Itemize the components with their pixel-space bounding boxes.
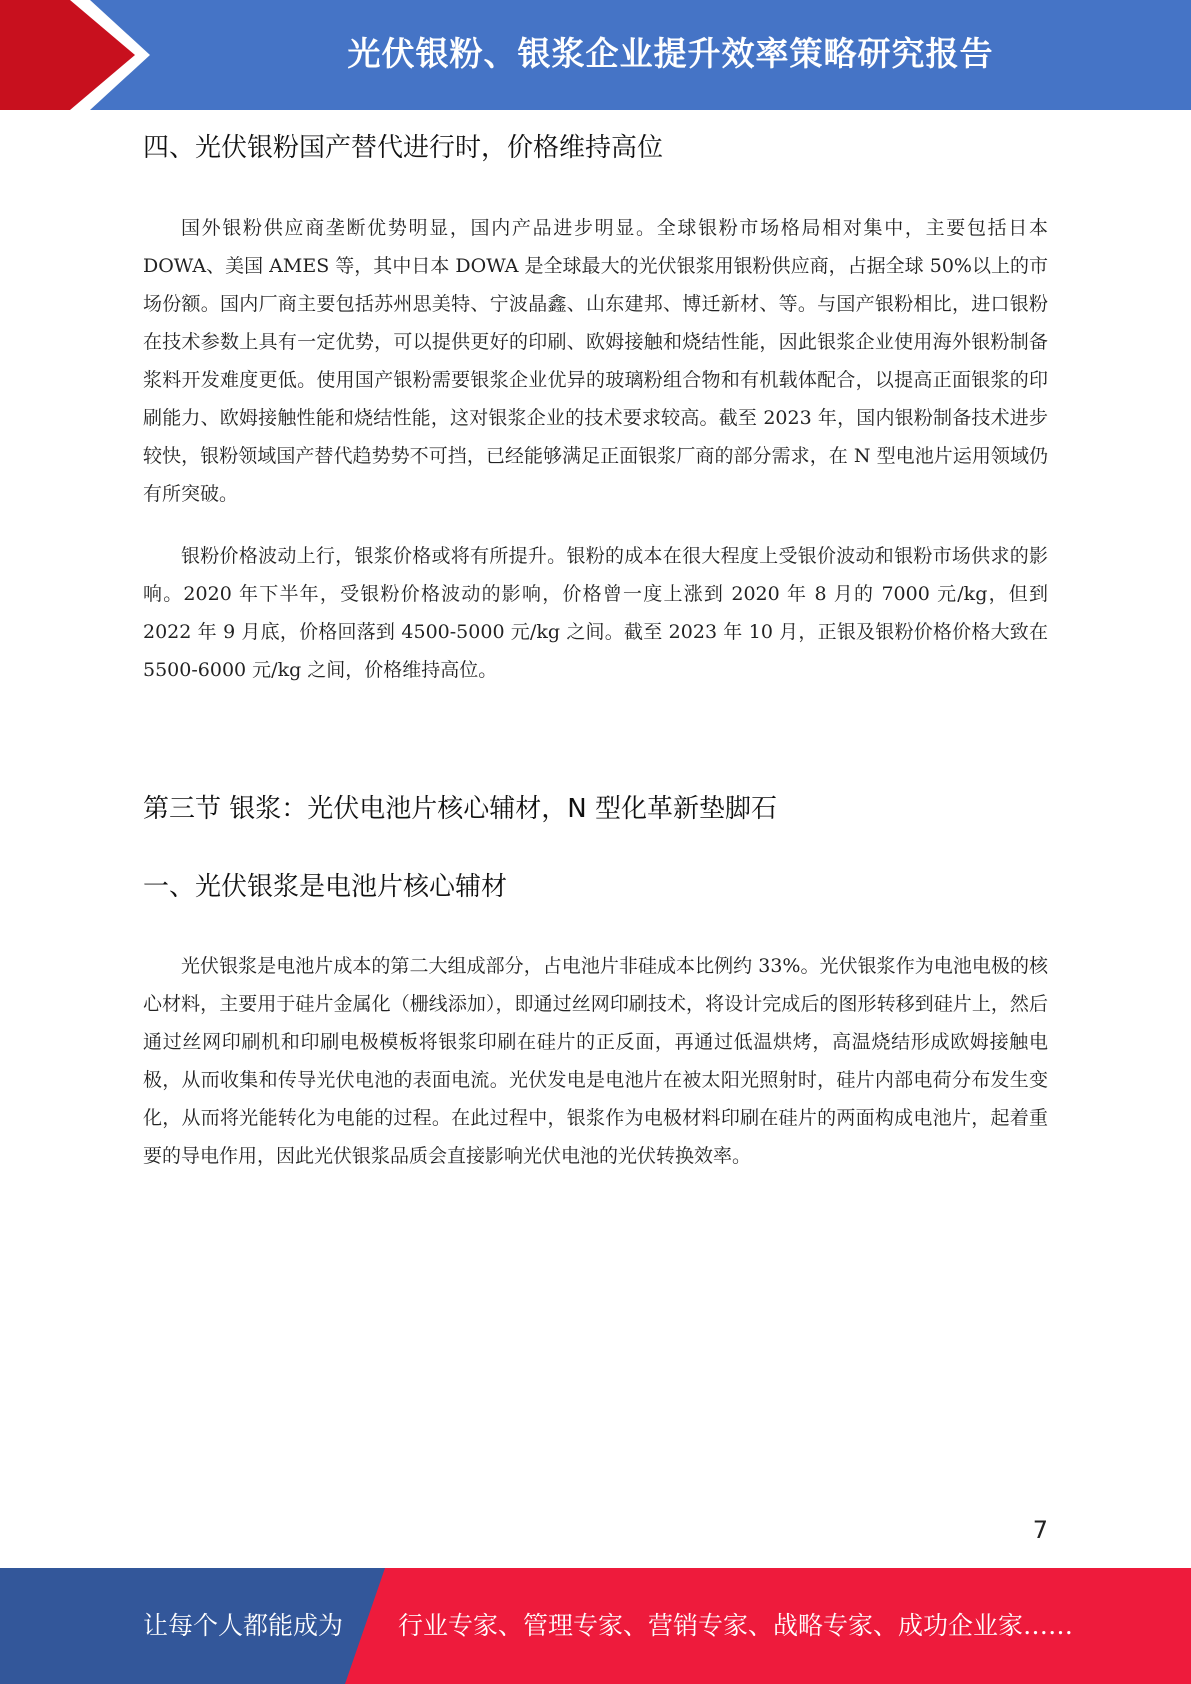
page-number: 7 — [1032, 1516, 1048, 1544]
page-footer — [0, 1568, 1191, 1684]
page-content — [143, 128, 1048, 1175]
section-heading-core-material: 一、光伏银浆是电池片核心辅材 — [143, 872, 508, 902]
footer-slogan-right: 行业专家、管理专家、营销专家、战略专家、成功企业家…… — [398, 1611, 1074, 1640]
chapter-heading-silver-paste: 第三节 银浆：光伏电池片核心辅材，N 型化革新垫脚石 — [143, 794, 777, 824]
paragraph-price-trend: 银粉价格波动上行，银浆价格或将有所提升。银粉的成本在很大程度上受银价波动和银粉市场供求的影响。2020 年下半年，受银粉价格波动的影响，价格曾一度上涨到 2020 年 8 月的 7000 元/kg，但到 2022 年 9 月底，价格回落到 4500-5000 元/kg 之间。截至 2023 年 10 月，正银及银粉价格价格大致在 5500-6000 元/kg 之间，价格维持高位。 — [143, 545, 1048, 681]
page-header — [0, 0, 1191, 110]
header-chevron-arrow — [0, 0, 135, 110]
section-heading-silver-powder: 四、光伏银粉国产替代进行时，价格维持高位 — [143, 133, 664, 163]
paragraph-domestic-substitution: 国外银粉供应商垄断优势明显，国内产品进步明显。全球银粉市场格局相对集中，主要包括日本 DOWA、美国 AMES 等，其中日本 DOWA 是全球最大的光伏银浆用银粉供应商，占据全球 50%以上的市场份额。国内厂商主要包括苏州思美特、宁波晶鑫、山东建邦、博迁新材、等。与国产银粉相比，进口银粉在技术参数上具有一定优势，可以提供更好的印刷、欧姆接触和烧结性能，因此银浆企业使用海外银粉制备浆料开发难度更低。使用国产银粉需要银浆企业优异的玻璃粉组合物和有机载体配合，以提高正面银浆的印刷能力、欧姆接触性能和烧结性能，这对银浆企业的技术要求较高。截至 2023 年，国内银粉制备技术进步较快，银粉领域国产替代趋势势不可挡，已经能够满足正面银浆厂商的部分需求，在 N 型电池片运用领域仍有所突破。 — [143, 217, 1048, 505]
report-title: 光伏银粉、银浆企业提升效率策略研究报告 — [347, 34, 994, 73]
paragraph-silver-paste-role: 光伏银浆是电池片成本的第二大组成部分，占电池片非硅成本比例约 33%。光伏银浆作为电池电极的核心材料，主要用于硅片金属化（栅线添加），即通过丝网印刷技术，将设计完成后的图形转移到硅片上，然后通过丝网印刷机和印刷电极模板将银浆印刷在硅片的正反面，再通过低温烘烤，高温烧结形成欧姆接触电极，从而收集和传导光伏电池的表面电流。光伏发电是电池片在被太阳光照射时，硅片内部电荷分布发生变化，从而将光能转化为电能的过程。在此过程中，银浆作为电极材料印刷在硅片的两面构成电池片，起着重要的导电作用，因此光伏银浆品质会直接影响光伏电池的光伏转换效率。 — [143, 955, 1048, 1167]
footer-slogan-left: 让每个人都能成为 — [143, 1611, 344, 1640]
